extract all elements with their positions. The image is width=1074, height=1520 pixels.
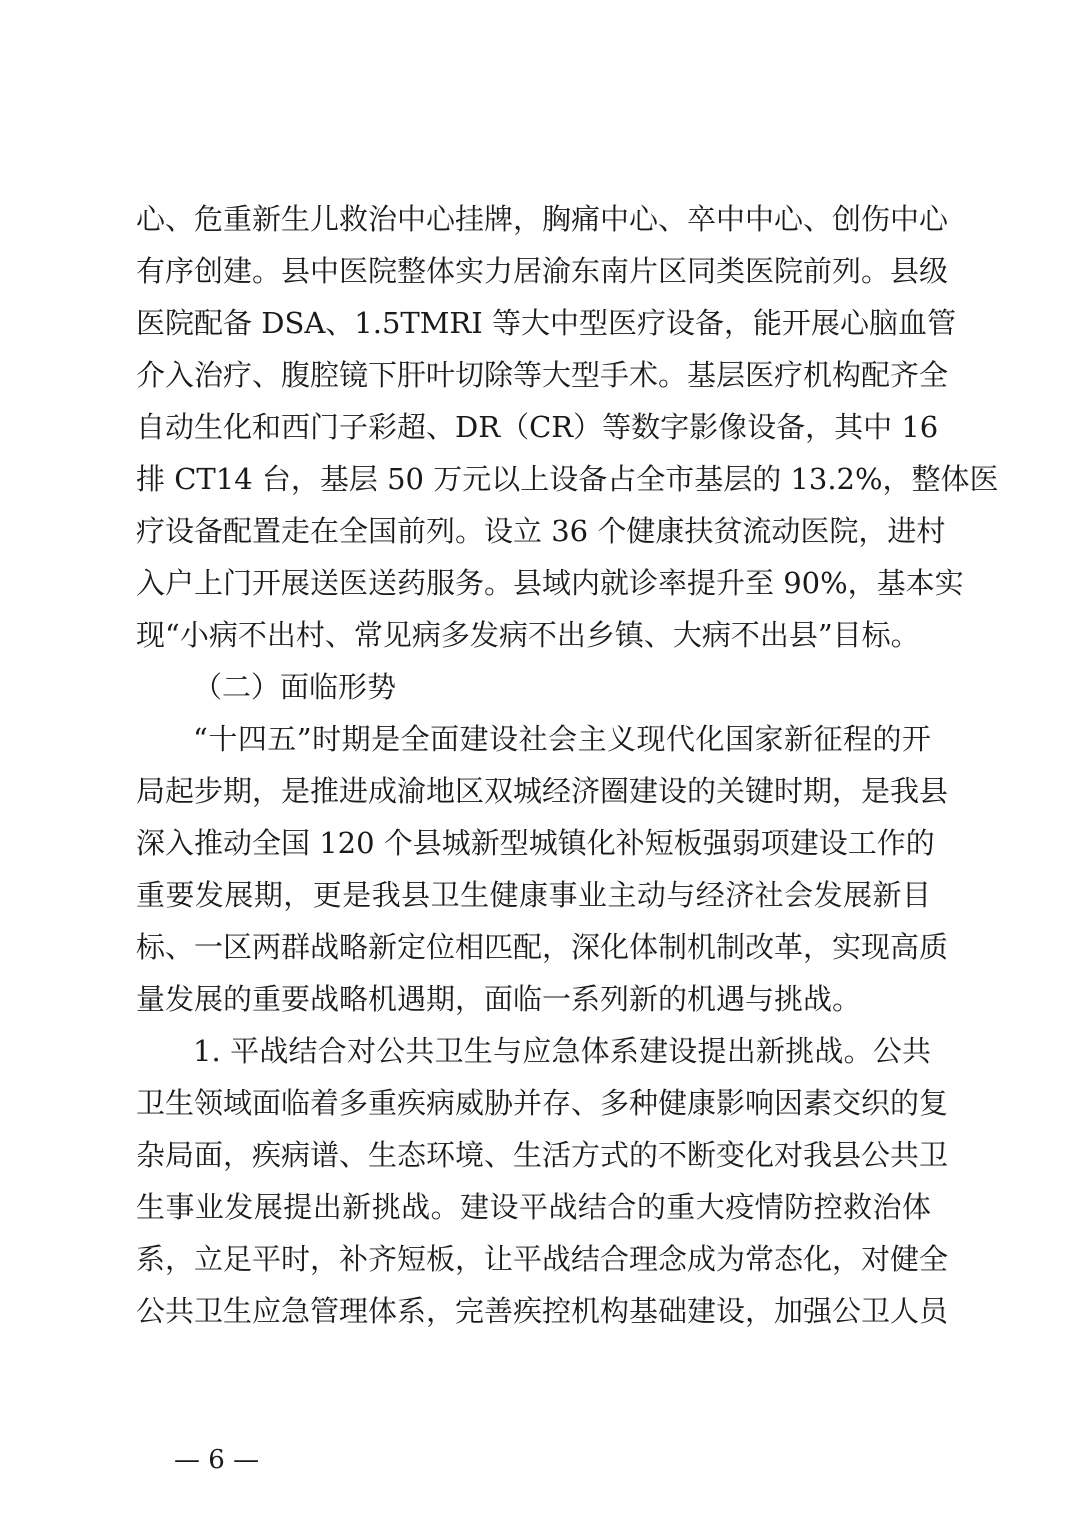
paragraph-line: 系，立足平时，补齐短板，让平战结合理念成为常态化，对健全 (136, 1242, 949, 1276)
paragraph-line: 现“小病不出村、常见病多发病不出乡镇、大病不出县”目标。 (136, 618, 920, 652)
paragraph-line: 公共卫生应急管理体系，完善疾控机构基础建设，加强公卫人员 (136, 1294, 949, 1328)
paragraph-line: 入户上门开展送医送药服务。县域内就诊率提升至 90%，基本实 (136, 566, 964, 600)
paragraph-line: 生事业发展提出新挑战。建设平战结合的重大疫情防控救治体 (136, 1190, 931, 1224)
section-heading: （二）面临形势 (193, 670, 397, 704)
paragraph-line: 1. 平战结合对公共卫生与应急体系建设提出新挑战。公共 (193, 1034, 931, 1068)
paragraph-line: 疗设备配置走在全国前列。设立 36 个健康扶贫流动医院，进村 (136, 514, 946, 548)
paragraph-line: 卫生领域面临着多重疾病威胁并存、多种健康影响因素交织的复 (136, 1086, 949, 1120)
paragraph-line: 量发展的重要战略机遇期，面临一系列新的机遇与挑战。 (136, 982, 862, 1016)
paragraph-line: 重要发展期，更是我县卫生健康事业主动与经济社会发展新目 (136, 878, 931, 912)
paragraph-line: 心、危重新生儿救治中心挂牌，胸痛中心、卒中中心、创伤中心 (136, 202, 949, 236)
paragraph-line: 标、一区两群战略新定位相匹配，深化体制机制改革，实现高质 (136, 930, 949, 964)
paragraph-line: 局起步期，是推进成渝地区双城经济圈建设的关键时期，是我县 (136, 774, 949, 808)
page-number: — 6 — (174, 1445, 260, 1475)
paragraph-line: “十四五”时期是全面建设社会主义现代化国家新征程的开 (193, 722, 931, 756)
paragraph-line: 杂局面，疾病谱、生态环境、生活方式的不断变化对我县公共卫 (136, 1138, 949, 1172)
paragraph-line: 深入推动全国 120 个县城新型城镇化补短板强弱项建设工作的 (136, 826, 935, 860)
paragraph-line: 有序创建。县中医院整体实力居渝东南片区同类医院前列。县级 (136, 254, 949, 288)
paragraph-line: 介入治疗、腹腔镜下肝叶切除等大型手术。基层医疗机构配齐全 (136, 358, 949, 392)
paragraph-line: 自动生化和西门子彩超、DR（CR）等数字影像设备，其中 16 (136, 410, 939, 444)
paragraph-line: 医院配备 DSA、1.5TMRI 等大中型医疗设备，能开展心脑血管 (136, 306, 956, 340)
paragraph-line: 排 CT14 台，基层 50 万元以上设备占全市基层的 13.2%，整体医 (136, 462, 999, 496)
